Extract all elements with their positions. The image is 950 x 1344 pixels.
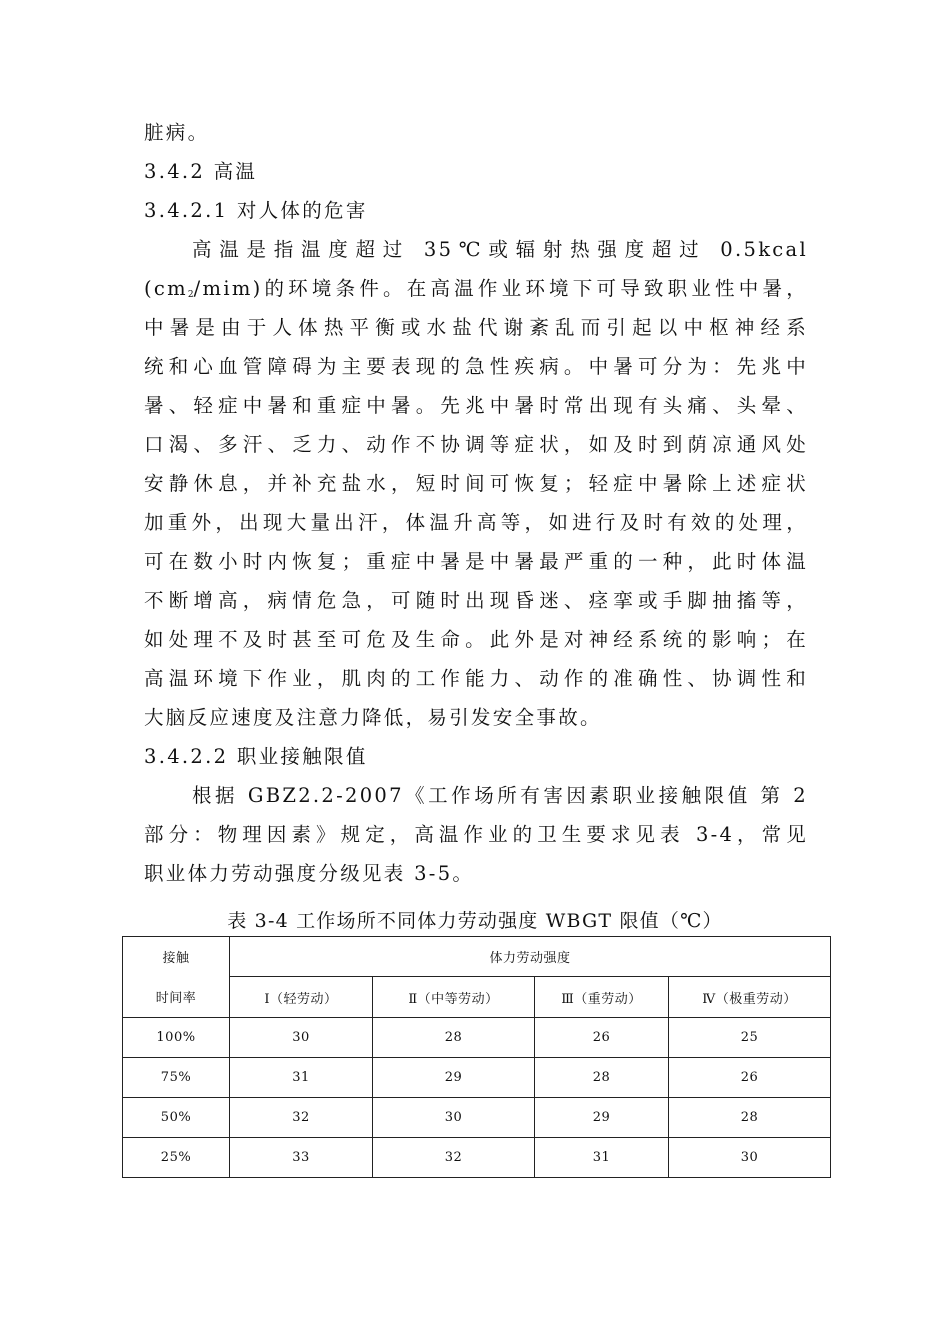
value-cell: 28 — [535, 1058, 669, 1098]
text-line: 不断增高，病情危急，可随时出现昏迷、痉挛或手脚抽搐等， — [144, 589, 808, 612]
text-line: 高温是指温度超过 35℃或辐射热强度超过 0.5kcal — [192, 238, 808, 261]
table-header-row — [123, 937, 831, 977]
value-cell: 30 — [230, 1018, 373, 1058]
rate-cell: 75% — [123, 1058, 230, 1098]
value-cell: 31 — [230, 1058, 373, 1098]
value-cell: 29 — [535, 1098, 669, 1138]
section-heading: 3.4.2 高温 — [144, 160, 258, 183]
text-line: 中暑是由于人体热平衡或水盐代谢紊乱而引起以中枢神经系 — [144, 316, 808, 339]
text-line: 根据 GBZ2.2-2007《工作场所有害因素职业接触限值 第 2 — [192, 784, 808, 807]
table-row — [123, 1098, 831, 1138]
table-row — [123, 1018, 831, 1058]
text-line: 部分：物理因素》规定，高温作业的卫生要求见表 3-4，常见 — [144, 823, 808, 846]
value-cell: 28 — [669, 1098, 831, 1138]
value-cell: 32 — [373, 1138, 535, 1178]
text-line: $(cm_2/mim)$的环境条件。在高温作业环境下可导致职业性中暑， — [144, 277, 808, 300]
value-cell: 30 — [373, 1098, 535, 1138]
table-header-row — [123, 977, 831, 1018]
value-cell: 26 — [535, 1018, 669, 1058]
value-cell: 31 — [535, 1138, 669, 1178]
text-line: 大脑反应速度及注意力降低，易引发安全事故。 — [144, 706, 602, 729]
wbgt-limit-table — [122, 936, 831, 1178]
value-cell: 32 — [230, 1098, 373, 1138]
text-line: 暑、轻症中暑和重症中暑。先兆中暑时常出现有头痛、头晕、 — [144, 394, 808, 417]
column-header: Ⅰ（轻劳动） — [230, 977, 373, 1018]
text-line: 可在数小时内恢复；重症中暑是中暑最严重的一种，此时体温 — [144, 550, 808, 573]
column-header: Ⅲ（重劳动） — [535, 977, 669, 1018]
text-line: 高温环境下作业，肌肉的工作能力、动作的准确性、协调性和 — [144, 667, 808, 690]
value-cell: 29 — [373, 1058, 535, 1098]
row-header-top: 接触 — [123, 937, 230, 977]
column-header: Ⅳ（极重劳动） — [669, 977, 831, 1018]
group-header: 体力劳动强度 — [230, 937, 831, 977]
text-line: 安静休息，并补充盐水，短时间可恢复；轻症中暑除上述症状 — [144, 472, 808, 495]
table-row — [123, 1058, 831, 1098]
subsection-heading: 3.4.2.1 对人体的危害 — [144, 199, 368, 222]
text-line: 脏病。 — [144, 121, 210, 144]
value-cell: 28 — [373, 1018, 535, 1058]
text-line: 职业体力劳动强度分级见表 3-5。 — [144, 862, 475, 885]
rate-cell: 50% — [123, 1098, 230, 1138]
value-cell: 30 — [669, 1138, 831, 1178]
column-header: Ⅱ（中等劳动） — [373, 977, 535, 1018]
table-row — [123, 1138, 831, 1178]
text-line: 统和心血管障碍为主要表现的急性疾病。中暑可分为：先兆中 — [144, 355, 808, 378]
row-header-bottom: 时间率 — [123, 977, 230, 1018]
rate-cell: 25% — [123, 1138, 230, 1178]
text-line: 如处理不及时甚至可危及生命。此外是对神经系统的影响；在 — [144, 628, 808, 651]
text-line: 口渴、多汗、乏力、动作不协调等症状，如及时到荫凉通风处 — [144, 433, 808, 456]
subsection-heading: 3.4.2.2 职业接触限值 — [144, 745, 368, 768]
rate-cell: 100% — [123, 1018, 230, 1058]
value-cell: 33 — [230, 1138, 373, 1178]
value-cell: 26 — [669, 1058, 831, 1098]
table-caption: 表 3-4 工作场所不同体力劳动强度 WBGT 限值（℃） — [227, 910, 723, 932]
text-line: 加重外，出现大量出汗，体温升高等，如进行及时有效的处理， — [144, 511, 808, 534]
value-cell: 25 — [669, 1018, 831, 1058]
